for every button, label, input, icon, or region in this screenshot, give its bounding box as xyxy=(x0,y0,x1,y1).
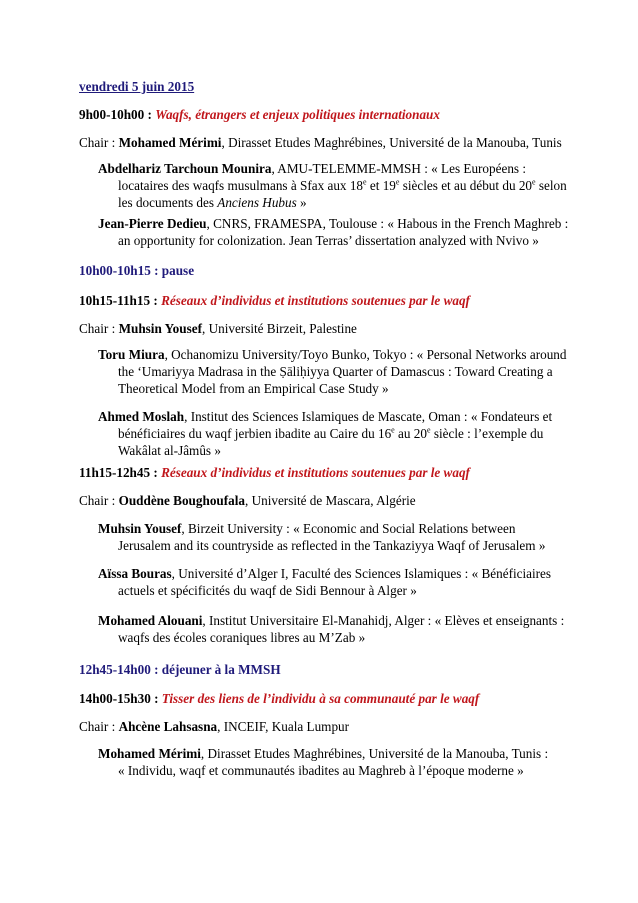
chair-label: Chair : xyxy=(79,135,119,150)
talk-text: an opportunity for colonization. Jean Terras’ dissertation analyzed with Nvivo » xyxy=(118,233,539,248)
talk-text: siècles et au début du 20 xyxy=(399,178,533,193)
talk-text: actuels et spécificités du waqf de Sidi Bennour à Alger » xyxy=(118,583,417,598)
session-3-header xyxy=(79,464,598,481)
session-4-chair xyxy=(79,718,598,735)
superscript: e xyxy=(395,177,400,187)
talk-text: selon xyxy=(535,178,567,193)
chair-label: Chair : xyxy=(79,493,119,508)
speaker-name: Mohamed Mérimi xyxy=(98,746,201,761)
chair-label: Chair : xyxy=(79,321,119,336)
speaker-name: Aïssa Bouras xyxy=(98,566,172,581)
chair-label: Chair : xyxy=(79,719,119,734)
speaker-name: Ahmed Moslah xyxy=(98,409,185,424)
talk-entry xyxy=(98,215,598,249)
session-time: 14h00-15h30 : xyxy=(79,691,162,706)
talk-entry xyxy=(98,520,598,554)
talk-text: locataires des waqfs musulmans à Sfax aux 18 xyxy=(118,178,364,193)
break-heading: 10h00-10h15 : pause xyxy=(79,263,195,278)
talk-text: , Institut Universitaire El-Manahidj, Alger : « Elèves et enseignants : xyxy=(202,613,565,628)
speaker-name: Muhsin Yousef xyxy=(98,521,182,536)
session-title: Waqfs, étrangers et enjeux politiques internationaux xyxy=(155,107,440,122)
talk-text: , Birzeit University : « Economic and Social Relations between xyxy=(181,521,516,536)
session-1-header xyxy=(79,106,598,123)
session-1-chair xyxy=(79,134,598,151)
superscript: e xyxy=(391,425,395,435)
talk-text: Wakâlat al-Jâmûs » xyxy=(118,443,221,458)
session-3-chair xyxy=(79,492,598,509)
talk-text: Jerusalem and its countryside as reflected in the Tankaziyya Waqf of Jerusalem » xyxy=(118,538,546,553)
talk-text: Theoretical Model from an Empirical Case Study » xyxy=(118,381,389,396)
session-2-chair xyxy=(79,320,598,337)
talk-text: bénéficiaires du waqf jerbien ibadite au Caire du 16 xyxy=(118,426,392,441)
day-heading: vendredi 5 juin 2015 xyxy=(79,79,195,94)
talk-text: « Individu, waqf et communautés ibadites au Maghreb à l’époque moderne » xyxy=(118,763,524,778)
talk-entry xyxy=(98,346,598,397)
talk-text: » xyxy=(296,195,307,210)
superscript: e xyxy=(426,425,431,435)
session-4-header xyxy=(79,690,598,707)
talk-text: , Université d’Alger I, Faculté des Sciences Islamiques : « Bénéficiaires xyxy=(171,566,552,581)
chair-name: Mohamed Mérimi xyxy=(118,135,222,150)
talk-text: , AMU-TELEMME-MMSH : « Les Européens : xyxy=(271,161,527,176)
session-time: 11h15-12h45 : xyxy=(79,465,162,480)
talk-text: , CNRS, FRAMESPA, Toulouse : « Habous in the French Maghreb : xyxy=(206,216,569,231)
talk-entry xyxy=(98,408,598,459)
chair-affiliation: , Dirasset Etudes Maghrébines, Université de la Manouba, Tunis xyxy=(221,135,562,150)
chair-name: Muhsin Yousef xyxy=(118,321,202,336)
talk-text: , Dirasset Etudes Maghrébines, Université de la Manouba, Tunis : xyxy=(200,746,549,761)
session-title: Réseaux d’individus et institutions soutenues par le waqf xyxy=(161,465,470,480)
session-title: Tisser des liens de l’individu à sa communauté par le waqf xyxy=(161,691,480,706)
talk-text: the ‘Umariyya Madrasa in the Ṣāliḥiyya Quarter of Damascus : Toward Creating a xyxy=(118,364,553,379)
talk-entry xyxy=(98,160,598,211)
superscript: e xyxy=(363,177,367,187)
session-title-tail: waqf xyxy=(443,293,470,308)
superscript: e xyxy=(532,177,536,187)
talk-text: au 20 xyxy=(394,426,427,441)
talk-text: waqfs des écoles coraniques libres au M’Zab » xyxy=(118,630,366,645)
chair-name: Ouddène Boughoufala xyxy=(118,493,245,508)
talk-italic-text: Anciens Hubus xyxy=(217,195,297,210)
chair-affiliation: , Université de Mascara, Algérie xyxy=(244,493,416,508)
talk-text: et 19 xyxy=(366,178,396,193)
chair-name: Ahcène Lahsasna xyxy=(118,719,218,734)
talk-text: , Institut des Sciences Islamiques de Mascate, Oman : « Fondateurs et xyxy=(184,409,553,424)
talk-text: , Ochanomizu University/Toyo Bunko, Tokyo : « Personal Networks around xyxy=(164,347,567,362)
session-2-header xyxy=(79,292,598,309)
talk-entry xyxy=(98,612,598,646)
lunch-heading: 12h45-14h00 : déjeuner à la MMSH xyxy=(79,662,281,677)
speaker-name: Jean-Pierre Dedieu xyxy=(98,216,207,231)
session-time: 10h15-11h15 : xyxy=(79,293,162,308)
talk-text: siècle : l’exemple du xyxy=(430,426,544,441)
talk-entry xyxy=(98,565,598,599)
session-time: 9h00-10h00 : xyxy=(79,107,156,122)
speaker-name: Toru Miura xyxy=(98,347,165,362)
speaker-name: Mohamed Alouani xyxy=(98,613,203,628)
chair-affiliation: , INCEIF, Kuala Lumpur xyxy=(217,719,350,734)
talk-text: les documents des xyxy=(118,195,218,210)
talk-entry xyxy=(98,745,598,779)
session-title: Réseaux d’individus et institutions soutenues par le xyxy=(161,293,444,308)
chair-affiliation: , Université Birzeit, Palestine xyxy=(201,321,357,336)
speaker-name: Abdelhariz Tarchoun Mounira xyxy=(98,161,272,176)
